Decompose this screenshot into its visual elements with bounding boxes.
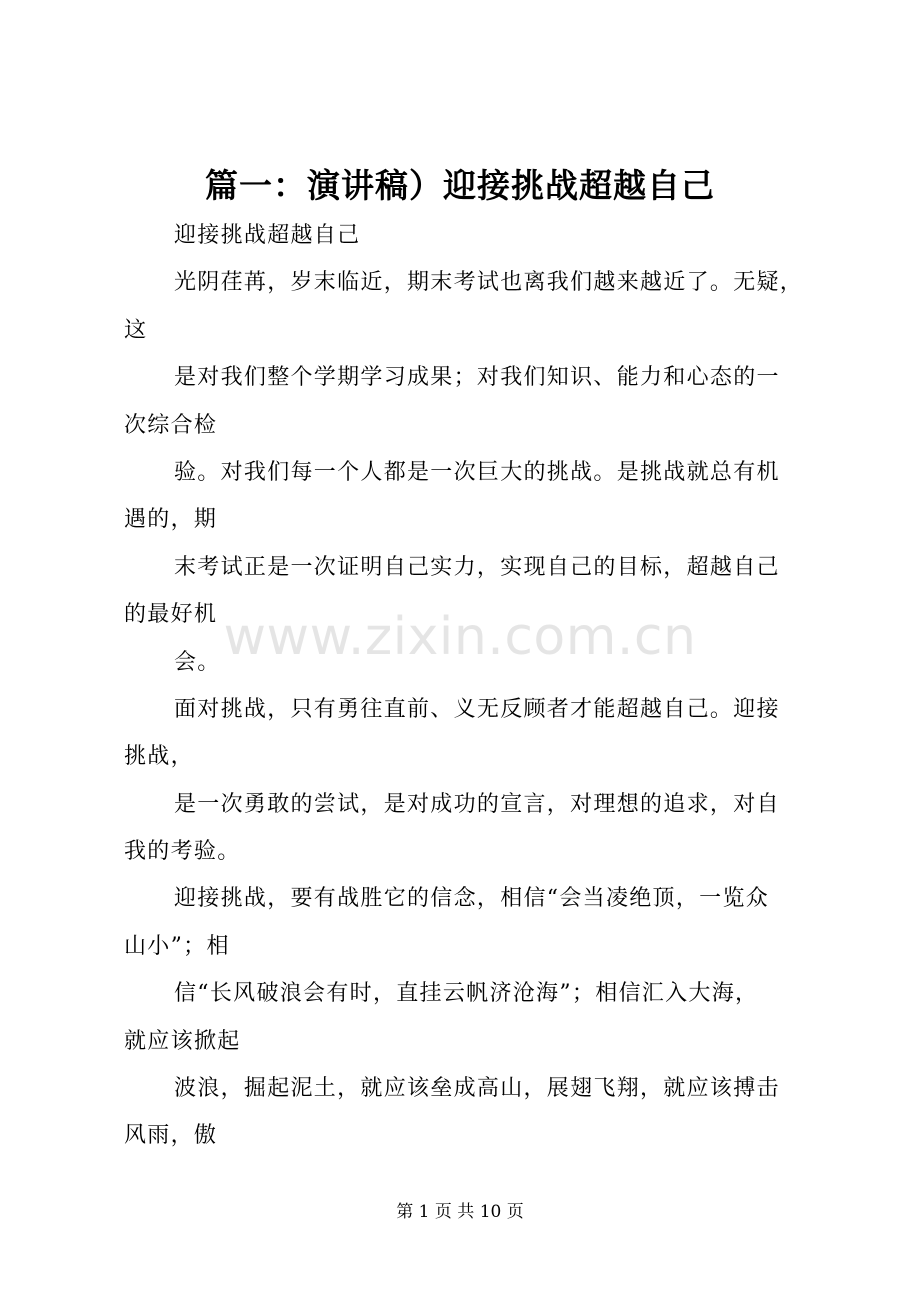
document-title: 篇一：演讲稿）迎接挑战超越自己 xyxy=(205,166,715,205)
paragraph-line: 信“长风破浪会有时，直挂云帆济沧海”；相信汇入大海， xyxy=(174,981,759,1007)
paragraph-line: 迎接挑战超越自己 xyxy=(174,223,361,248)
paragraph-line: 末考试正是一次证明自己实力，实现自己的目标，超越自己 xyxy=(174,554,780,580)
paragraph-line: 我的考验。 xyxy=(124,839,241,865)
document-body xyxy=(124,212,808,1160)
paragraph-line: 是对我们整个学期学习成果；对我们知识、能力和心态的一 xyxy=(174,365,780,391)
paragraph-line: 迎接挑战，要有战胜它的信念，相信“会当凌绝顶，一览众 xyxy=(174,886,770,912)
paragraph-line: 风雨，傲 xyxy=(124,1123,218,1149)
paragraph-line: 就应该掀起 xyxy=(124,1028,241,1054)
paragraph-line: 挑战， xyxy=(124,744,194,770)
paragraph-line: 这 xyxy=(124,317,148,343)
paragraph-line: 会。 xyxy=(174,649,221,675)
page-footer: 第 1 页 共 10 页 xyxy=(396,1202,524,1222)
paragraph-line: 验。对我们每一个人都是一次巨大的挑战。是挑战就总有机 xyxy=(174,459,780,485)
paragraph-line: 的最好机 xyxy=(124,602,218,628)
paragraph-line: 次综合检 xyxy=(124,412,218,438)
watermark: www.zixin.com.cn xyxy=(223,607,697,667)
paragraph-line: 面对挑战，只有勇往直前、义无反顾者才能超越自己。迎接 xyxy=(174,696,780,722)
paragraph-line: 光阴荏苒，岁末临近，期末考试也离我们越来越近了。无疑， xyxy=(174,270,804,296)
paragraph-line: 是一次勇敢的尝试，是对成功的宣言，对理想的追求，对自 xyxy=(174,791,780,817)
paragraph-line: 遇的，期 xyxy=(124,507,218,533)
paragraph-line: 山小”；相 xyxy=(124,933,230,959)
paragraph-line: 波浪，掘起泥土，就应该垒成高山，展翅飞翔，就应该搏击 xyxy=(174,1076,780,1102)
